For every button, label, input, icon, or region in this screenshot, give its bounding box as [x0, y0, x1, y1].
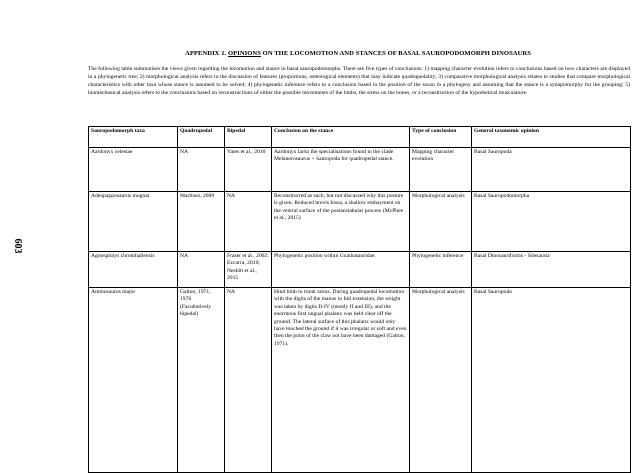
cell-quadrupedal: Galton, 1971, 1976 (Facultatively bipedal): [178, 288, 225, 473]
header-opinion: General taxonomic opinion: [472, 127, 631, 148]
cell-taxa: Aardonyx celestae: [89, 148, 178, 192]
cell-opinion: Basal Sauropoda: [472, 288, 631, 473]
cell-conclusion: Hind limb to trunk ratios. During quadrupedal locomotion with the digits of the manus in full extension, the weight was taken by digits II-IV (mostly II and III), and the enormous first ungual phalanx was held clear off the ground. The lateral surface of this phalanx would only have touched the ground if it was irregular or soft and even then the point of the claw not have been damaged (Galton, 1971).: [272, 288, 410, 473]
header-quadrupedal: Quadrupedal: [178, 127, 225, 148]
page-number: 603: [12, 238, 23, 254]
table-row: [89, 288, 631, 473]
cell-opinion: Basal Sauropoda: [472, 148, 631, 192]
cell-quadrupedal: NA: [178, 252, 225, 288]
cell-type: Morphological analysis: [410, 192, 472, 252]
intro-paragraph: The following table summarises the views given regarding the locomotion and stance in basal sauropodomorphs. There are five types of conclusions: 1) mapping character evolution refers to conclusions based on how characters are displayed in a phylogenetic tree; 2) morphological analysis refers to the discussion of features (proportions, osteological elements) that may indicate quadrupedality; 3) comparative morphological analysis relates to studies that compare morphological characteristics with other taxa whose stance is assumed to be solved; 4) phylogenetic inference refers to a conclusion based in the position of the taxon in a phylogeny and assuming that the stance is a synapomorphy for the grouping; 5) biomechanical analysis refers to the conclusions based on reconstructions of either the possible movements of the limbs, the stress on the bones, or a reconstruction of the hypothetical musculature.: [88, 66, 630, 96]
cell-type: Phylogenetic inference: [410, 252, 472, 288]
opinions-table: [88, 126, 631, 473]
cell-type: Mapping character evolution: [410, 148, 472, 192]
table-row: [89, 192, 631, 252]
cell-opinion: Basal Sauropodomorpha: [472, 192, 631, 252]
cell-opinion: Basal Dinosauriforms - Silesauria: [472, 252, 631, 288]
cell-quadrupedal: Martinez, 2009: [178, 192, 225, 252]
header-conclusion: Conclusion on the stance: [272, 127, 410, 148]
cell-taxa: Agnosphitys chromhallensis: [89, 252, 178, 288]
cell-type: Morphological analysis: [410, 288, 472, 473]
title-prefix: APPENDIX 1.: [185, 50, 228, 57]
cell-bipedal: NA: [225, 192, 272, 252]
cell-conclusion: Reconstructed as such, but not discussed why this posture is given. Reduced brevis fossa, a shallow embayment on the ventral surface of the postacetabular process (McPhee et al., 2015): [272, 192, 410, 252]
cell-conclusion: Aardonyx lacks the specialisations found in the clade Melanorosaurus + Sauropoda for quadrupedal stance.: [272, 148, 410, 192]
cell-taxa: Adeopapposaurus mognai: [89, 192, 178, 252]
cell-bipedal: Yates et al., 2010: [225, 148, 272, 192]
table-row: [89, 252, 631, 288]
header-bipedal: Bipedal: [225, 127, 272, 148]
cell-bipedal: NA: [225, 288, 272, 473]
title-rest: ON THE LOCOMOTION AND STANCES OF BASAL SAUROPODOMORPH DINOSAURS: [260, 50, 531, 57]
appendix-title: [88, 50, 628, 57]
table-row: [89, 148, 631, 192]
cell-bipedal: Fraser et al., 2002; Ezcurra, 2010; Nesbitt et al., 2015: [225, 252, 272, 288]
cell-conclusion: Phylogenetic position within Guaibasauridae.: [272, 252, 410, 288]
cell-quadrupedal: NA: [178, 148, 225, 192]
header-type: Type of conclusion: [410, 127, 472, 148]
header-taxa: Sauropodomorph taxa: [89, 127, 178, 148]
cell-taxa: Ammosaurus major: [89, 288, 178, 473]
table-header-row: [89, 127, 631, 148]
title-emphasis: OPINIONS: [227, 50, 261, 57]
